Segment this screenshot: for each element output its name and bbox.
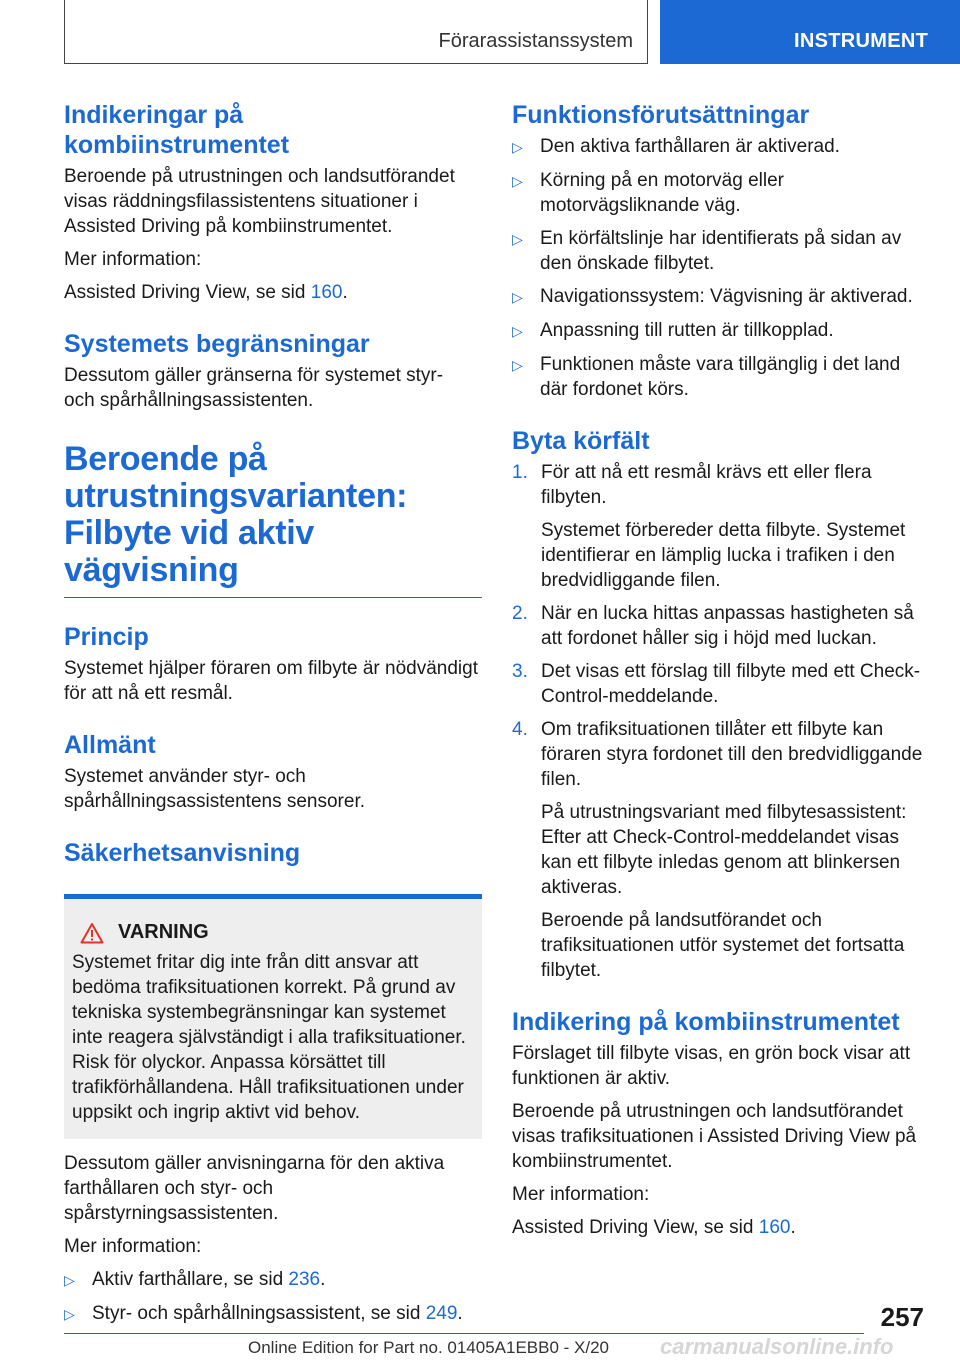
step-text: När en lucka hittas anpassas hastigheten så att fordonet håller sig i höjd med luckan. (541, 603, 914, 649)
para-princip: Systemet hjälper föraren om filbyte är nödvändigt för att nå ett resmål. (64, 658, 478, 704)
reference-text: Assisted Driving View, se sid (64, 282, 311, 303)
triangle-bullet-icon: ▷ (512, 289, 523, 305)
triangle-bullet-icon: ▷ (64, 1306, 75, 1322)
step-item (512, 601, 928, 651)
triangle-bullet-icon: ▷ (512, 173, 523, 189)
step-subtext: Systemet förbereder detta filbyte. Systemet identifierar en lämplig lucka i trafiken i den bredvidliggande filen. (541, 520, 906, 591)
para-reference: Assisted Driving View, se sid 160. (64, 282, 348, 303)
step-number: 2. (512, 603, 528, 624)
para-beroende: Beroende på utrustningen och landsutförandet visas trafiksituationen i Assisted Driving View på kombiinstrumentet. (512, 1101, 917, 1172)
list-item: ▷ Styr- och spårhållningsassistent, se sid 249. (64, 1301, 482, 1327)
step-number: 1. (512, 462, 528, 483)
page-link-236[interactable]: 236 (288, 1269, 321, 1290)
right-column (512, 100, 928, 1248)
list-item: ▷ Aktiv farthållare, se sid 236. (64, 1267, 482, 1293)
list-item-text: Den aktiva farthållaren är aktiverad. (540, 136, 840, 157)
step-item (512, 717, 928, 983)
list-item (512, 226, 928, 276)
triangle-bullet-icon: ▷ (512, 231, 523, 247)
para-mer-information-3: Mer information: (512, 1184, 650, 1205)
heading-indikering-kombi: Indikering på kombiinstrumentet (512, 1008, 900, 1036)
list-item (512, 352, 928, 402)
step-text: Om trafiksituationen tillåter ett filbyte kan föraren styra fordonet till den bredvidliggande filen. (541, 719, 923, 790)
list-item-text: Funktionen måste vara tillgänglig i det land där fordonet körs. (540, 354, 901, 400)
heading-begransningar: Systemets begränsningar (64, 330, 370, 358)
step-subtext: Beroende på landsutförandet och trafiksituationen utför systemet det fortsatta filbytet. (541, 910, 905, 981)
step-number: 3. (512, 661, 528, 682)
heading-allmant: Allmänt (64, 731, 156, 759)
warning-title (72, 921, 474, 944)
footer-edition: Online Edition for Part no. 01405A1EBB0 - X/20 (248, 1338, 610, 1357)
header-chapter-tab[interactable]: INSTRUMENT (660, 0, 960, 64)
page-link-160[interactable]: 160 (310, 282, 343, 303)
page-link-249[interactable]: 249 (425, 1303, 458, 1324)
list-item-text: Anpassning till rutten är tillkopplad. (540, 320, 834, 341)
heading-princip: Princip (64, 623, 149, 651)
page-number: 257 (880, 1302, 924, 1332)
para-begransningar: Dessutom gäller gränserna för systemet styr- och spårhållningsassistenten. (64, 365, 444, 411)
reference-text: Assisted Driving View, se sid (512, 1217, 759, 1238)
para-mer-information-2: Mer information: (64, 1236, 202, 1257)
triangle-bullet-icon: ▷ (512, 357, 523, 373)
para-reference-2: Assisted Driving View, se sid 160. (512, 1217, 796, 1238)
heading-sakerhet: Säkerhetsanvisning (64, 839, 301, 867)
heading-byta-korfalt: Byta körfält (512, 427, 650, 455)
para-forslaget: Förslaget till filbyte visas, en grön bock visar att funktionen är aktiv. (512, 1043, 911, 1089)
para-indikeringar: Beroende på utrustningen och landsutförandet visas räddningsfilassistentens situationer i Assisted Driving på kombiinstrumentet. (64, 166, 455, 237)
step-text: Det visas ett förslag till filbyte med ett Check-Control-meddelande. (541, 661, 921, 707)
step-subtext: På utrustningsvariant med filbytesassistent: Efter att Check-Control-meddelandet visas kan ett filbyte inledas genom att blinkersen aktiveras. (541, 802, 907, 898)
triangle-bullet-icon: ▷ (512, 139, 523, 155)
header-section-title: Förarassistanssystem (438, 30, 633, 52)
para-mer-information: Mer information: (64, 249, 202, 270)
list-item-text: Körning på en motorväg eller motorvägsliknande väg. (540, 170, 784, 216)
heading-indikeringar: Indikeringar på kombiinstrumentet (64, 101, 290, 159)
watermark-logo: carmanualsonline.info (660, 1334, 894, 1359)
warning-box (64, 894, 482, 1139)
list-item (512, 318, 928, 344)
heading-filbyte: Beroende på utrustningsvarianten: Filbyte vid aktiv vägvisning (64, 441, 482, 598)
warning-triangle-icon (80, 922, 104, 944)
triangle-bullet-icon: ▷ (64, 1272, 75, 1288)
step-item (512, 460, 928, 593)
list-item-text: Styr- och spårhållningsassistent, se sid (92, 1303, 426, 1324)
step-text: För att nå ett resmål krävs ett eller flera filbyten. (541, 462, 872, 508)
warning-text: Systemet fritar dig inte från ditt ansvar att bedöma trafiksituationen korrekt. På grund av tekniska systembegränsningar kan systemet inte reagera självständigt i alla trafiksituationer. Risk för olyckor. Anpassa körsättet till trafikförhållandena. Håll trafiksituationen under uppsikt och ingrip aktivt vid behov. (72, 952, 466, 1123)
header-section-box (64, 0, 648, 64)
para-dessutom: Dessutom gäller anvisningarna för den aktiva farthållaren och styr- och spårstyrningsassistenten. (64, 1153, 445, 1224)
left-column (64, 100, 482, 1335)
warning-label: VARNING (118, 921, 209, 943)
step-item (512, 659, 928, 709)
triangle-bullet-icon: ▷ (512, 323, 523, 339)
page-link-160[interactable]: 160 (758, 1217, 791, 1238)
list-item (512, 168, 928, 218)
step-number: 4. (512, 719, 528, 740)
para-allmant: Systemet använder styr- och spårhållningsassistentens sensorer. (64, 766, 366, 812)
heading-funktion: Funktionsförutsättningar (512, 101, 810, 129)
list-item-text: Navigationssystem: Vägvisning är aktiverad. (540, 286, 913, 307)
list-item-text: Aktiv farthållare, se sid (92, 1269, 289, 1290)
list-item (512, 284, 928, 310)
list-item (512, 134, 928, 160)
list-item-text: En körfältslinje har identifierats på sidan av den önskade filbytet. (540, 228, 902, 274)
